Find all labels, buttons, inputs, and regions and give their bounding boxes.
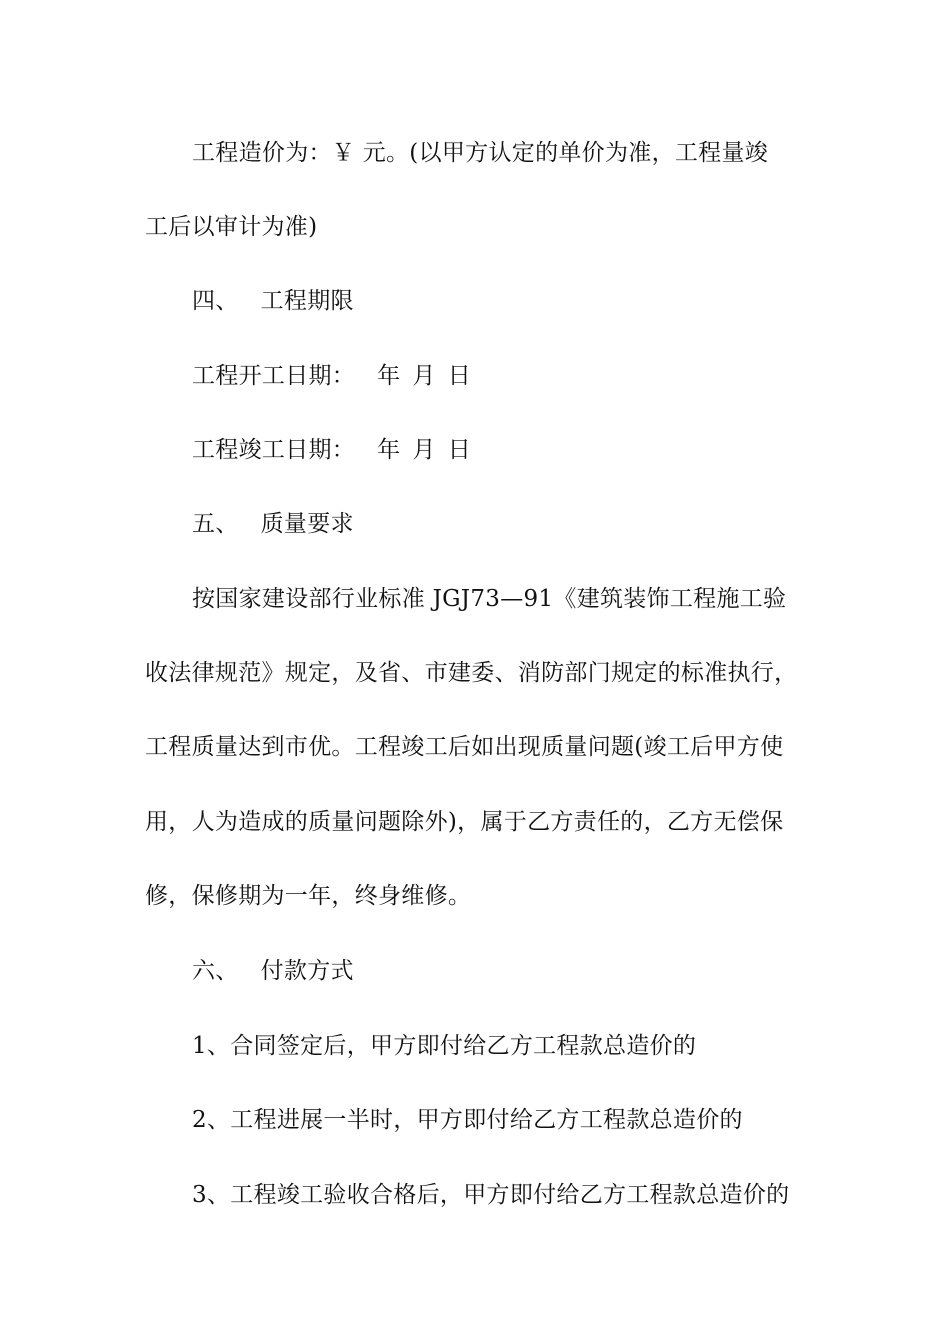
start-date-label: 工程开工日期： [192, 363, 356, 389]
section-number-5: 五、 [192, 511, 239, 537]
paragraph-quality-line-1: 按国家建设部行业标准 JGJ73—91《建筑装饰工程施工验 [192, 586, 787, 612]
paragraph-quality-line-5: 修，保修期为一年，终身维修。 [145, 883, 472, 909]
paragraph-quality-line-3: 工程质量达到市优。工程竣工后如出现质量问题(竣工后甲方使 [145, 734, 784, 760]
end-date-year: 年 [377, 437, 401, 463]
paragraph-cost-line-2: 工后以审计为准) [145, 214, 318, 240]
paragraph-quality-line-4: 用，人为造成的质量问题除外)，属于乙方责任的，乙方无偿保 [145, 809, 784, 835]
start-date-month: 月 [412, 363, 436, 389]
end-date-day: 日 [447, 437, 472, 463]
section-number-6: 六、 [192, 958, 239, 984]
section-title-4: 工程期限 [260, 288, 354, 314]
start-date-line [192, 361, 832, 391]
payment-item-1: 1、合同签定后，甲方即付给乙方工程款总造价的 [192, 1033, 697, 1059]
section-title-5: 质量要求 [260, 511, 354, 537]
start-date-day: 日 [447, 363, 472, 389]
paragraph-cost-line-1: 工程造价为：￥ 元。(以甲方认定的单价为准，工程量竣 [192, 140, 769, 166]
end-date-label: 工程竣工日期： [192, 437, 356, 463]
section-heading-6 [192, 956, 832, 986]
section-heading-4 [192, 286, 832, 316]
start-date-year: 年 [377, 363, 401, 389]
section-title-6: 付款方式 [260, 958, 354, 984]
payment-item-2: 2、工程进展一半时，甲方即付给乙方工程款总造价的 [192, 1107, 743, 1133]
section-heading-5 [192, 509, 832, 539]
paragraph-quality-line-2: 收法律规范》规定，及省、市建委、消防部门规定的标准执行， [145, 660, 798, 686]
end-date-line [192, 435, 832, 465]
payment-item-3: 3、工程竣工验收合格后，甲方即付给乙方工程款总造价的 [192, 1182, 790, 1208]
end-date-month: 月 [412, 437, 436, 463]
section-number-4: 四、 [192, 288, 239, 314]
